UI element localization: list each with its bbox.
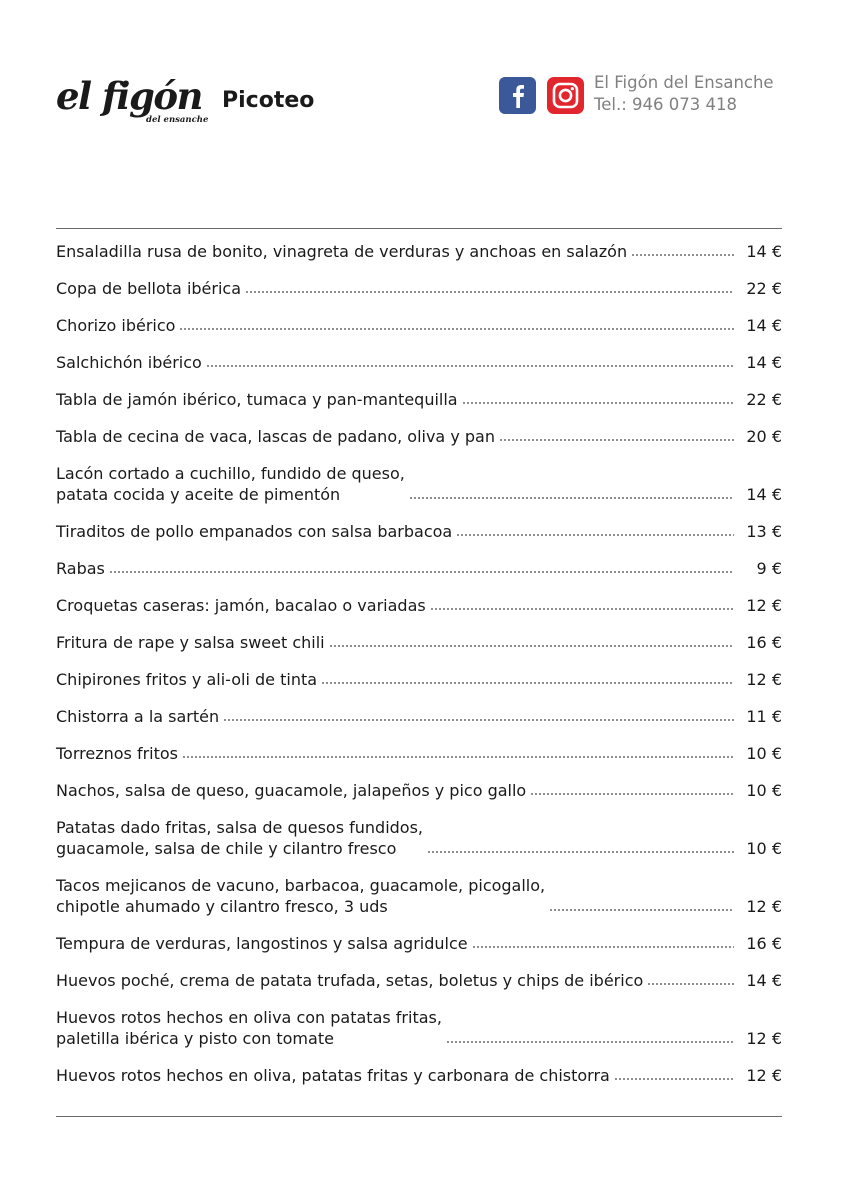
menu-item bbox=[56, 550, 782, 587]
menu-item-name-line: Tempura de verduras, langostinos y salsa agridulce bbox=[56, 934, 468, 953]
menu-item-name bbox=[56, 595, 426, 616]
dot-leader bbox=[631, 253, 734, 257]
menu-item-price: 12 € bbox=[746, 1029, 782, 1048]
menu-item-name bbox=[56, 1065, 610, 1086]
menu-item-name-line: Copa de bellota ibérica bbox=[56, 279, 242, 298]
menu-item-name-line: Tacos mejicanos de vacuno, barbacoa, guacamole, picogallo, bbox=[56, 876, 546, 895]
dot-leader bbox=[456, 533, 734, 537]
menu-item-price: 12 € bbox=[746, 596, 782, 615]
menu-item bbox=[56, 381, 782, 418]
menu-item-price: 14 € bbox=[746, 485, 782, 504]
menu-item-name bbox=[56, 933, 468, 954]
dot-leader bbox=[223, 718, 734, 722]
menu-item bbox=[56, 455, 782, 513]
dot-leader bbox=[179, 327, 734, 331]
brand-tagline: del ensanche bbox=[146, 115, 209, 125]
dot-leader bbox=[530, 792, 734, 796]
menu-item-name-line: Ensaladilla rusa de bonito, vinagreta de verduras y anchoas en salazón bbox=[56, 242, 628, 261]
menu-item-price: 16 € bbox=[746, 633, 782, 652]
dot-leader bbox=[647, 982, 734, 986]
menu-item bbox=[56, 698, 782, 735]
menu-item-price: 10 € bbox=[746, 839, 782, 858]
menu-item bbox=[56, 270, 782, 307]
menu-item-name-line: Tabla de jamón ibérico, tumaca y pan-mantequilla bbox=[56, 390, 458, 409]
menu-item bbox=[56, 809, 782, 867]
menu-item-name bbox=[56, 389, 458, 410]
menu-item-name bbox=[56, 558, 105, 579]
dot-leader bbox=[321, 681, 734, 685]
menu-item-name bbox=[56, 743, 178, 764]
menu-item bbox=[56, 344, 782, 381]
dot-leader bbox=[499, 438, 734, 442]
menu-item-price: 14 € bbox=[746, 316, 782, 335]
menu-item bbox=[56, 513, 782, 550]
menu-item-name-line: paletilla ibérica y pisto con tomate bbox=[56, 1029, 334, 1048]
menu-item-name bbox=[56, 463, 405, 505]
contact-info bbox=[594, 72, 774, 116]
menu-item-price: 12 € bbox=[746, 897, 782, 916]
dot-leader bbox=[462, 401, 734, 405]
dot-leader bbox=[472, 945, 734, 949]
bottom-divider bbox=[56, 1116, 782, 1117]
menu-item bbox=[56, 418, 782, 455]
menu-item-name-line: patata cocida y aceite de pimentón bbox=[56, 485, 341, 504]
menu-item-name bbox=[56, 521, 452, 542]
instagram-icon[interactable] bbox=[547, 77, 584, 114]
menu-item bbox=[56, 735, 782, 772]
menu-item-name-line: Chipirones fritos y ali-oli de tinta bbox=[56, 670, 318, 689]
menu-item-price: 12 € bbox=[746, 670, 782, 689]
menu-item-price: 10 € bbox=[746, 744, 782, 763]
contact-phone: Tel.: 946 073 418 bbox=[594, 95, 738, 114]
menu-item-name bbox=[56, 241, 627, 262]
menu-item-name bbox=[56, 1007, 442, 1049]
menu-item-price: 14 € bbox=[746, 242, 782, 261]
menu-item-name bbox=[56, 780, 526, 801]
menu-list bbox=[56, 233, 782, 1094]
dot-leader bbox=[182, 755, 734, 759]
dot-leader bbox=[409, 496, 734, 500]
menu-item bbox=[56, 587, 782, 624]
menu-item-price: 20 € bbox=[746, 427, 782, 446]
menu-item-name-line: Croquetas caseras: jamón, bacalao o variadas bbox=[56, 596, 426, 615]
menu-item-name-line: Fritura de rape y salsa sweet chili bbox=[56, 633, 325, 652]
menu-item-name-line: Chistorra a la sartén bbox=[56, 707, 220, 726]
menu-item-name bbox=[56, 278, 241, 299]
menu-item-name bbox=[56, 706, 219, 727]
menu-item-price: 14 € bbox=[746, 971, 782, 990]
dot-leader bbox=[549, 908, 734, 912]
dot-leader bbox=[446, 1040, 734, 1044]
brand-logo bbox=[56, 74, 209, 125]
dot-leader bbox=[245, 290, 734, 294]
menu-item-name bbox=[56, 970, 643, 991]
menu-item bbox=[56, 624, 782, 661]
menu-item-name-line: Nachos, salsa de queso, guacamole, jalapeños y pico gallo bbox=[56, 781, 527, 800]
facebook-icon[interactable] bbox=[499, 77, 536, 114]
menu-item-price: 22 € bbox=[746, 390, 782, 409]
menu-item-name bbox=[56, 669, 317, 690]
menu-item-price: 12 € bbox=[746, 1066, 782, 1085]
brand-name: el figón bbox=[56, 74, 202, 118]
menu-item-name-line: Chorizo ibérico bbox=[56, 316, 176, 335]
menu-item-name bbox=[56, 632, 325, 653]
dot-leader bbox=[427, 850, 734, 854]
dot-leader bbox=[614, 1077, 734, 1081]
menu-item bbox=[56, 661, 782, 698]
menu-item bbox=[56, 999, 782, 1057]
dot-leader bbox=[430, 607, 734, 611]
menu-item-name bbox=[56, 426, 495, 447]
menu-item-name-line: guacamole, salsa de chile y cilantro fresco bbox=[56, 839, 397, 858]
menu-item-name-line: Tabla de cecina de vaca, lascas de padano, oliva y pan bbox=[56, 427, 495, 446]
menu-item bbox=[56, 233, 782, 270]
menu-item-name-line: Tiraditos de pollo empanados con salsa barbacoa bbox=[56, 522, 453, 541]
menu-item bbox=[56, 307, 782, 344]
menu-item bbox=[56, 925, 782, 962]
dot-leader bbox=[109, 570, 734, 574]
menu-item bbox=[56, 962, 782, 999]
menu-item-price: 10 € bbox=[746, 781, 782, 800]
menu-item-name-line: Salchichón ibérico bbox=[56, 353, 202, 372]
menu-item bbox=[56, 1057, 782, 1094]
menu-item-price: 13 € bbox=[746, 522, 782, 541]
menu-item-name-line: Huevos rotos hechos en oliva, patatas fritas y carbonara de chistorra bbox=[56, 1066, 610, 1085]
menu-item-price: 11 € bbox=[746, 707, 782, 726]
menu-item-name bbox=[56, 875, 545, 917]
menu-item-name-line: Torreznos fritos bbox=[56, 744, 179, 763]
menu-item-price: 9 € bbox=[756, 559, 782, 578]
menu-item-price: 16 € bbox=[746, 934, 782, 953]
dot-leader bbox=[329, 644, 734, 648]
dot-leader bbox=[206, 364, 734, 368]
menu-item-name-line: Rabas bbox=[56, 559, 105, 578]
contact-name: El Figón del Ensanche bbox=[594, 73, 774, 92]
menu-item bbox=[56, 867, 782, 925]
menu-item-name bbox=[56, 315, 175, 336]
menu-item-name bbox=[56, 817, 423, 859]
menu-item-price: 22 € bbox=[746, 279, 782, 298]
menu-item-name-line: Huevos rotos hechos en oliva con patatas fritas, bbox=[56, 1008, 442, 1027]
menu-item bbox=[56, 772, 782, 809]
menu-item-price: 14 € bbox=[746, 353, 782, 372]
menu-item-name-line: Patatas dado fritas, salsa de quesos fundidos, bbox=[56, 818, 424, 837]
menu-item-name-line: Lacón cortado a cuchillo, fundido de queso, bbox=[56, 464, 405, 483]
menu-item-name-line: chipotle ahumado y cilantro fresco, 3 uds bbox=[56, 897, 388, 916]
top-divider bbox=[56, 228, 782, 229]
menu-item-name bbox=[56, 352, 202, 373]
menu-item-name-line: Huevos poché, crema de patata trufada, setas, boletus y chips de ibérico bbox=[56, 971, 644, 990]
section-title: Picoteo bbox=[222, 88, 315, 113]
